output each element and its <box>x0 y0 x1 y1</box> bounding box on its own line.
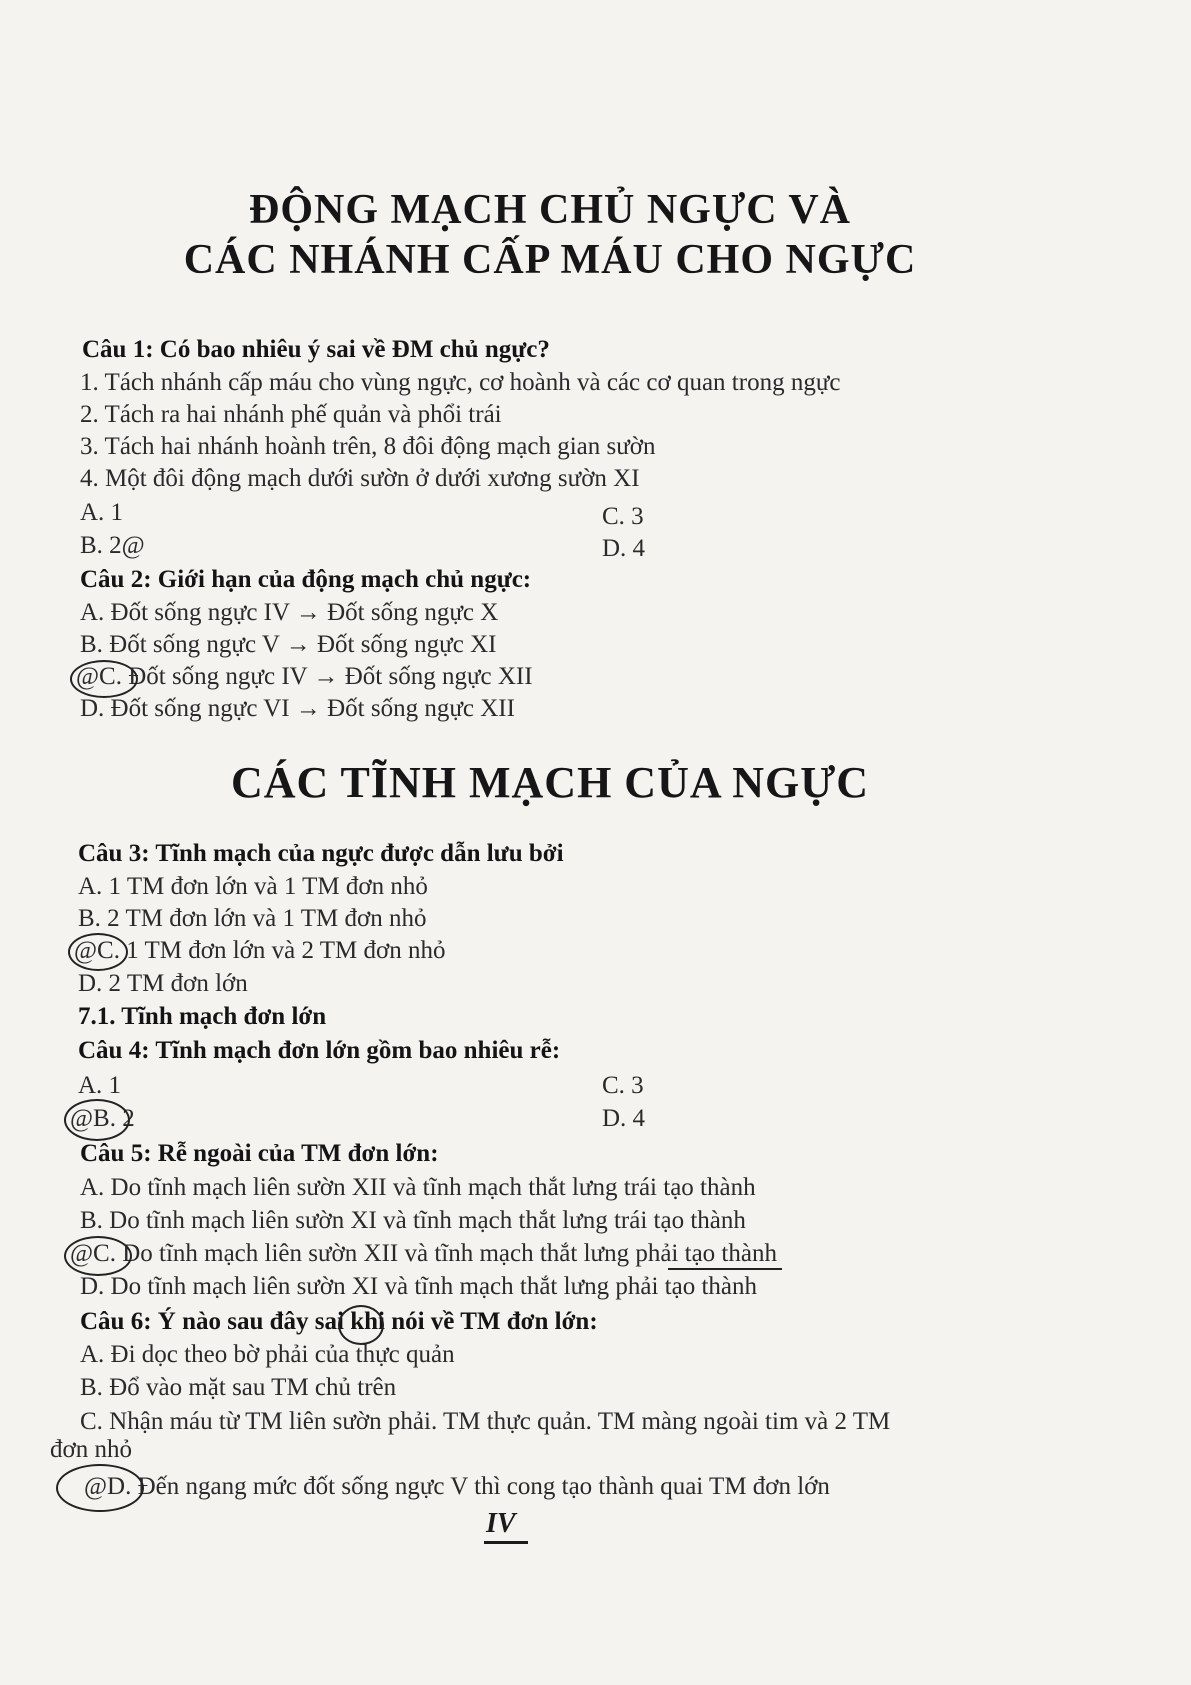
q3-option-c: @C. 1 TM đơn lớn và 2 TM đơn nhỏ <box>74 937 446 964</box>
q3-option-b: B. 2 TM đơn lớn và 1 TM đơn nhỏ <box>78 905 427 932</box>
answer-circle-mark <box>68 933 128 971</box>
q2-option-d: D. Đốt sống ngực VI → Đốt sống ngực XII <box>80 695 515 722</box>
q3-option-a: A. 1 TM đơn lớn và 1 TM đơn nhỏ <box>78 873 428 900</box>
answer-circle-mark <box>64 1099 130 1141</box>
page-number-underline <box>484 1541 528 1544</box>
q5-option-a: A. Do tĩnh mạch liên sườn XII và tĩnh mạch thắt lưng trái tạo thành <box>80 1174 756 1201</box>
q4-option-b: @B. 2 <box>70 1105 135 1132</box>
section-heading-7-1: 7.1. Tĩnh mạch đơn lớn <box>78 1003 327 1030</box>
main-title-line-2: CÁC NHÁNH CẤP MÁU CHO NGỰC <box>183 237 917 283</box>
q2-option-c: @C. Đốt sống ngực IV → Đốt sống ngực XII <box>76 663 533 690</box>
q1-statement-3: 3. Tách hai nhánh hoành trên, 8 đôi động mạch gian sườn <box>80 433 656 460</box>
q6-option-c: C. Nhận máu từ TM liên sườn phải. TM thực quản. TM màng ngoài tim và 2 TM <box>80 1408 891 1435</box>
answer-circle-mark <box>64 1236 132 1276</box>
q6-option-c-continued: đơn nhỏ <box>50 1436 132 1463</box>
question-1: Câu 1: Có bao nhiêu ý sai về ĐM chủ ngực? <box>82 336 550 363</box>
q1-statement-4: 4. Một đôi động mạch dưới sườn ở dưới xương sườn XI <box>80 465 640 492</box>
q2-option-b: B. Đốt sống ngực V → Đốt sống ngực XI <box>80 631 497 658</box>
q1-option-c: C. 3 <box>602 503 644 530</box>
q1-statement-1: 1. Tách nhánh cấp máu cho vùng ngực, cơ hoành và các cơ quan trong ngực <box>80 369 841 396</box>
q5-option-b: B. Do tĩnh mạch liên sườn XI và tĩnh mạch thắt lưng trái tạo thành <box>80 1207 746 1234</box>
q2-option-a: A. Đốt sống ngực IV → Đốt sống ngực X <box>80 599 499 626</box>
question-4: Câu 4: Tĩnh mạch đơn lớn gồm bao nhiêu rễ: <box>78 1037 561 1064</box>
section-title-veins: CÁC TĨNH MẠCH CỦA NGỰC <box>231 758 869 807</box>
question-5: Câu 5: Rễ ngoài của TM đơn lớn: <box>80 1140 439 1167</box>
page-number: IV <box>486 1508 516 1539</box>
q6-option-d: @D. Đến ngang mức đốt sống ngực V thì cong tạo thành quai TM đơn lớn <box>84 1473 830 1500</box>
answer-circle-mark <box>338 1305 384 1345</box>
q1-statement-2: 2. Tách ra hai nhánh phế quản và phổi trái <box>80 401 502 428</box>
underline-mark <box>668 1268 782 1270</box>
q4-option-c: C. 3 <box>602 1072 644 1099</box>
q1-option-b: B. 2@ <box>80 532 145 559</box>
question-3: Câu 3: Tĩnh mạch của ngực được dẫn lưu bởi <box>78 840 564 867</box>
q1-option-a: A. 1 <box>80 499 124 526</box>
q5-option-d: D. Do tĩnh mạch liên sườn XI và tĩnh mạch thắt lưng phải tạo thành <box>80 1273 757 1300</box>
main-title-line-1: ĐỘNG MẠCH CHỦ NGỰC VÀ <box>249 187 851 233</box>
answer-circle-mark <box>70 660 138 698</box>
q5-option-c: @C. Do tĩnh mạch liên sườn XII và tĩnh mạch thắt lưng phải tạo thành <box>70 1240 777 1267</box>
q4-option-d: D. 4 <box>602 1105 646 1132</box>
q4-option-a: A. 1 <box>78 1072 122 1099</box>
question-6: Câu 6: Ý nào sau đây sai khi nói về TM đơn lớn: <box>80 1308 598 1335</box>
q6-option-a: A. Đi dọc theo bờ phải của thực quản <box>80 1341 455 1368</box>
question-2: Câu 2: Giới hạn của động mạch chủ ngực: <box>80 566 532 593</box>
q3-option-d: D. 2 TM đơn lớn <box>78 970 248 997</box>
q6-option-b: B. Đổ vào mặt sau TM chủ trên <box>80 1374 397 1401</box>
answer-circle-mark <box>56 1464 144 1512</box>
q1-option-d: D. 4 <box>602 535 646 562</box>
